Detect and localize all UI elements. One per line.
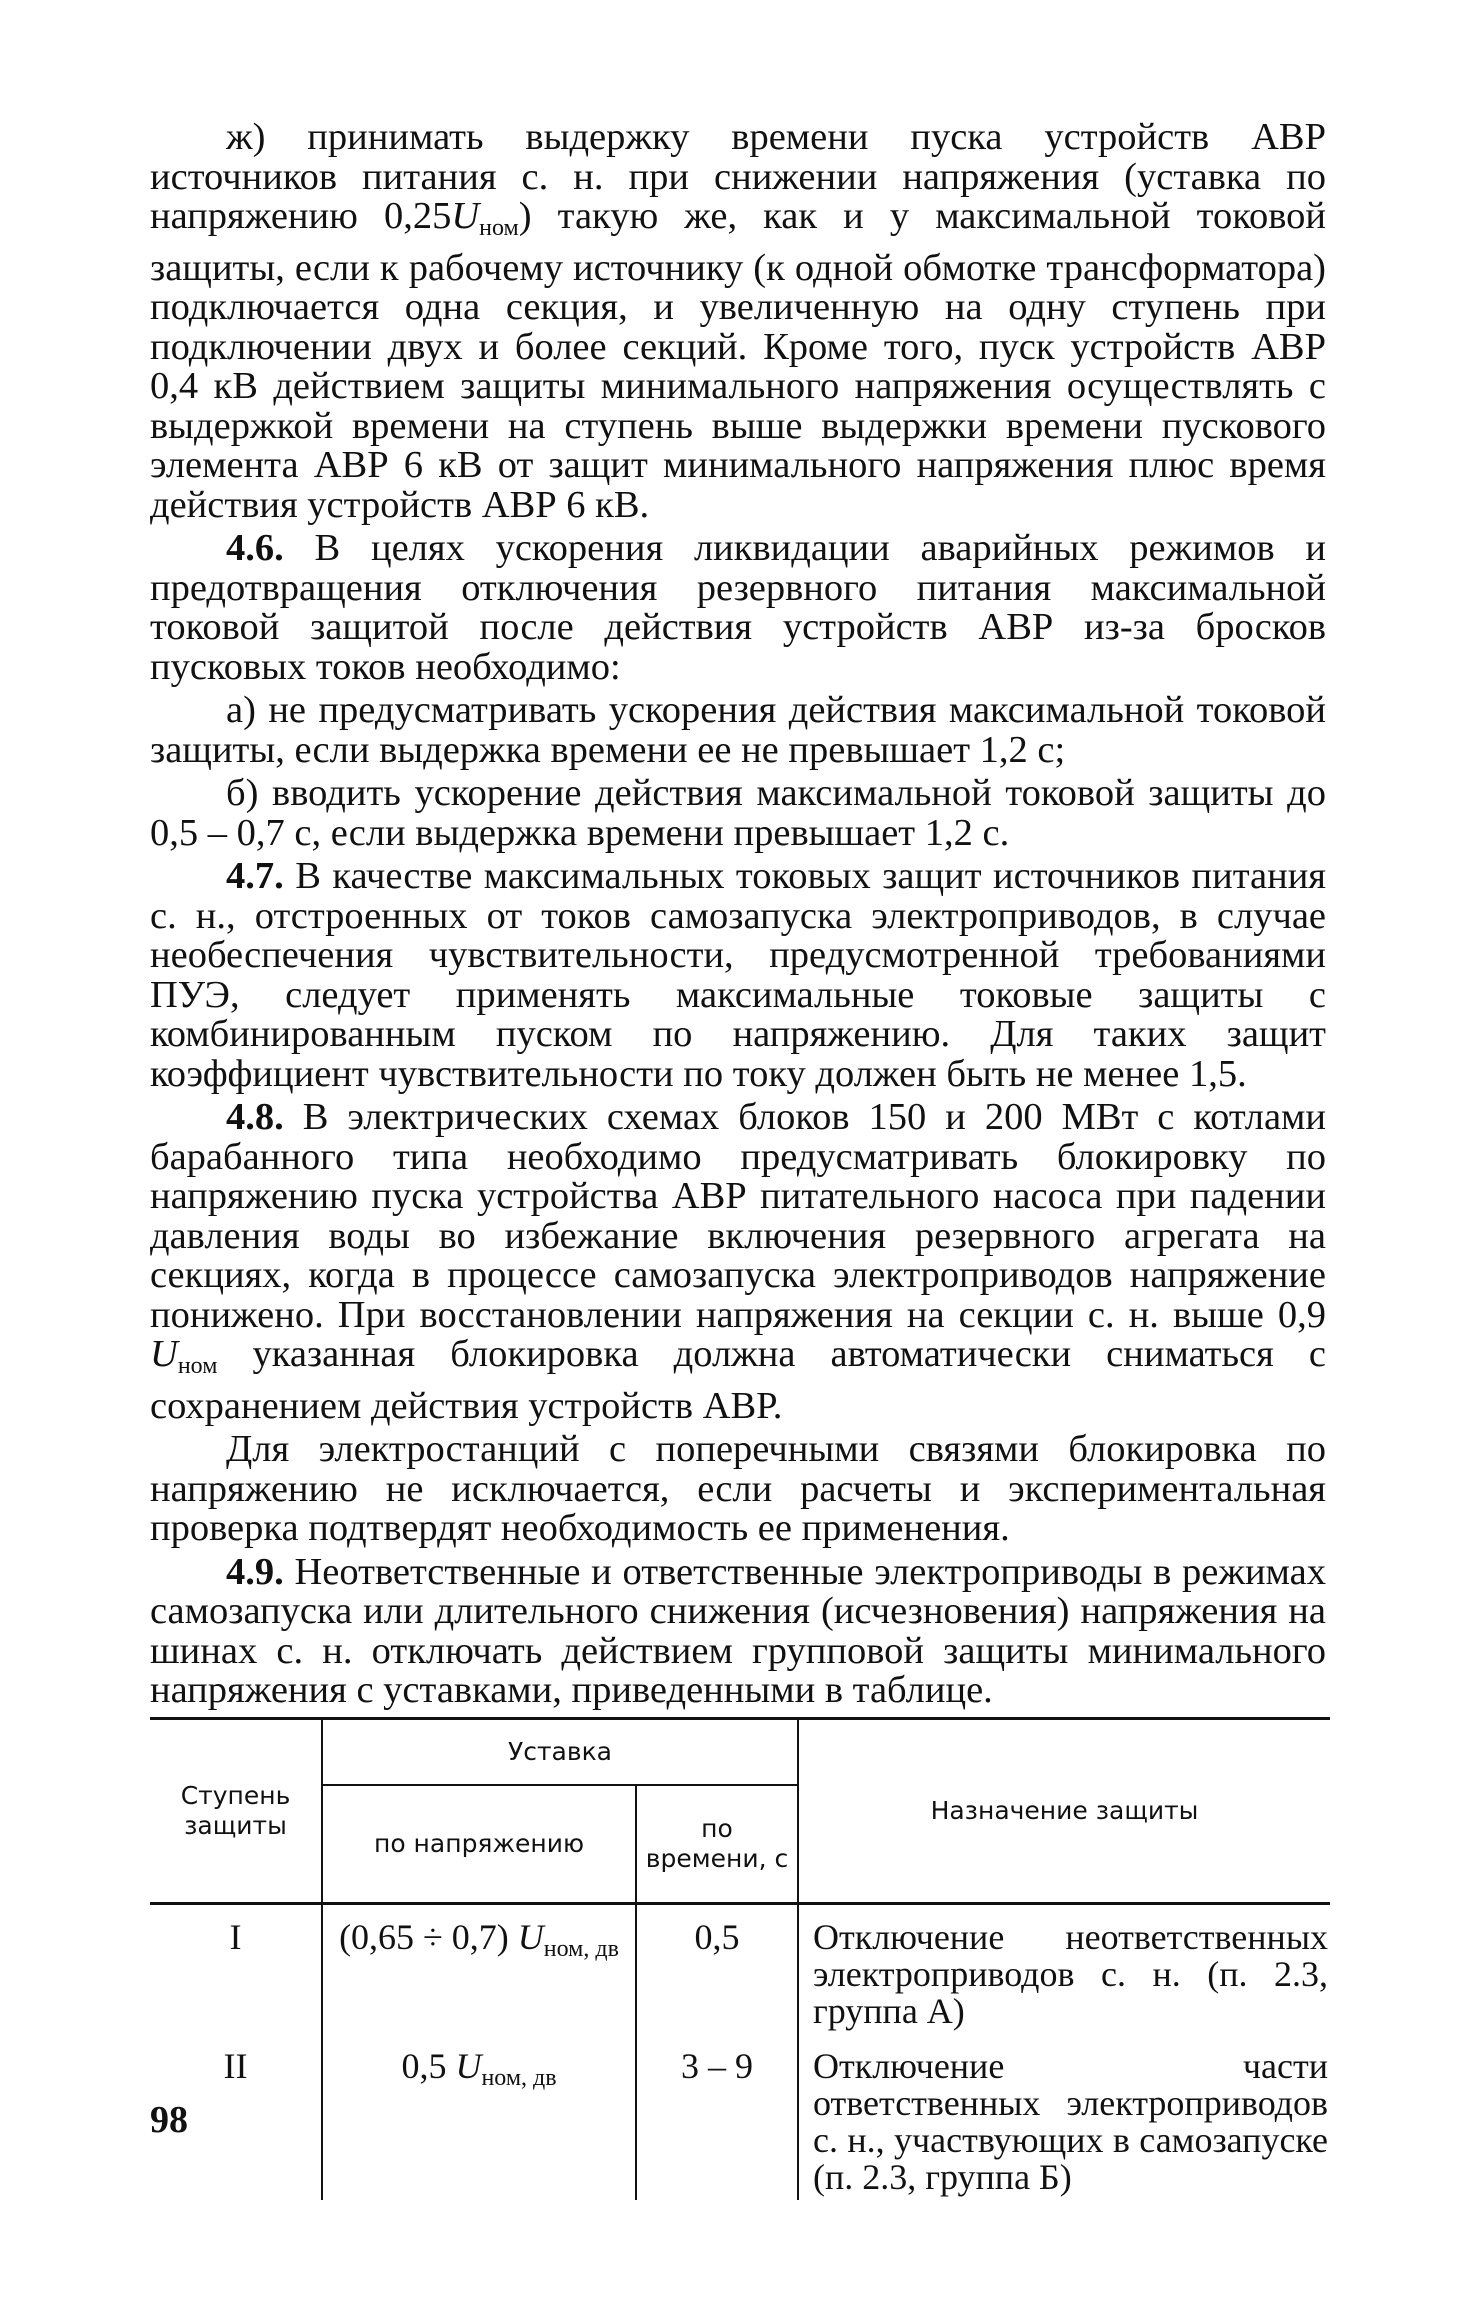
clause-number: 4.6. (226, 527, 284, 569)
table-header-row (150, 1718, 1330, 1785)
page-number: 98 (150, 2099, 188, 2141)
page-content (150, 118, 1326, 2200)
paragraph-4-9: 4.9. Неответственные и ответственные электроприводы в режимах самозапуска или длительного снижения (исчезновения) напряжения на шинах с. н. отключать действием групповой защиты минимального напряжения с уставками, приведенными в таблице. (150, 1550, 1326, 1711)
paragraph-4-6-b: б) вводить ускорение действия максимальной токовой защиты до 0,5 – 0,7 с, если выдержка времени превышает 1,2 с. (150, 772, 1326, 854)
header-by-voltage: по напряжению (322, 1785, 636, 1904)
cell-purpose: Отключение неответственных электроприводов с. н. (п. 2.3, группа А) (798, 1903, 1330, 2034)
clause-number: 4.8. (226, 1096, 284, 1138)
paragraph-4-6-a: а) не предусматривать ускорения действия максимальной токовой защиты, если выдержка времени ее не превышает 1,2 с; (150, 689, 1326, 771)
header-purpose: Назначение защиты (798, 1718, 1330, 1903)
header-by-time: по времени, с (636, 1785, 798, 1904)
header-stage: Ступень защиты (150, 1718, 322, 1903)
paragraph-4-8-continued: Для электростанций с поперечными связями блокировка по напряжению не исключается, если расчеты и экспериментальная проверка подтвердят необходимость ее применения. (150, 1428, 1326, 1549)
clause-number: 4.9. (226, 1550, 284, 1593)
table-row (150, 2034, 1330, 2200)
cell-stage: I (229, 1916, 242, 1957)
cell-purpose: Отключение части ответственных электроприводов с. н., участвующих в самозапуске (п. 2.3, группа Б) (798, 2034, 1330, 2200)
header-setting: Уставка (322, 1718, 798, 1785)
clause-number: 4.7. (226, 855, 284, 897)
paragraph-4-6: 4.6. В целях ускорения ликвидации аварийных режимов и предотвращения отключения резервного питания максимальной токовой защитой после действия устройств АВР из-за бросков пусковых токов необходимо: (150, 527, 1326, 688)
table-row (150, 1903, 1330, 2034)
cell-voltage: (0,65 ÷ 0,7) $U_{ном, дв}$ (322, 1903, 636, 2034)
cell-stage: II (223, 2045, 248, 2086)
cell-time: 3 – 9 (636, 2034, 798, 2200)
paragraph-4-7: 4.7. В качестве максимальных токовых защит источников питания с. н., отстроенных от токов самозапуска электроприводов, в случае необеспечения чувствительности, предусмотренной требованиями ПУЭ, следует применять максимальные токовые защиты с комбинированным пуском по напряжению. Для таких защит коэффициент чувствительности по току должен быть не менее 1,5. (150, 855, 1327, 1095)
cell-voltage: 0,5 $U_{ном, дв}$ (322, 2034, 636, 2200)
protection-settings-table (150, 1717, 1330, 2200)
paragraph-zh: ж) принимать выдержку времени пуска устройств АВР источников питания с. н. при снижении напряжения (уставка по напряжению $0,25U_{ном}$) такую же, как и у максимальной токовой защиты, если к рабочему источнику (к одной обмотке трансформатора) подключается одна секция, и увеличенную на одну ступень при подключении двух и более секций. Кроме того, пуск устройств АВР 0,4 кВ действием защиты минимального напряжения осуществлять с выдержкой времени на ступень выше выдержки времени пускового элемента АВР 6 кВ от защит минимального напряжения плюс время действия устройств АВР 6 кВ. (150, 116, 1326, 526)
paragraph-4-8: 4.8. В электрических схемах блоков 150 и 200 МВт с котлами барабанного типа необходимо предусматривать блокировку по напряжению пуска устройства АВР питательного насоса при падении давления воды во избежание включения резервного агрегата на секциях, когда в процессе самозапуска электроприводов напряжение понижено. При восстановлении напряжения на секции с. н. выше 0,9 $U_{ном}$ указанная блокировка должна автоматически сниматься с сохранением действия устройств АВР. (150, 1096, 1326, 1427)
cell-time: 0,5 (636, 1903, 798, 2034)
